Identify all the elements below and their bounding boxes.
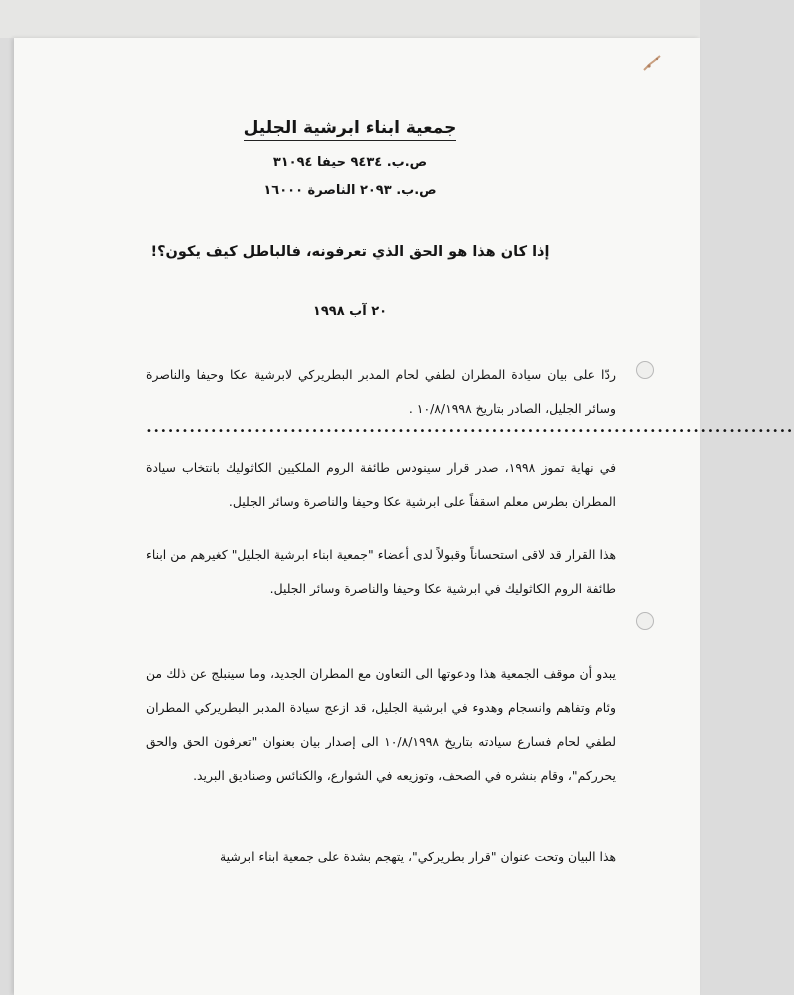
dotted-separator: •••••••••••••••••••••••••••••••••••••••••••••••••••••••••••••••••••••••••••••••••••••••••• (146, 426, 794, 437)
paragraph-administrator-statement: يبدو أن موقف الجمعية هذا ودعوتها الى التعاون مع المطران الجديد، وما سينبلج عن ذلك من وئام وتفاهم وانسجام وهدوء في ابرشية الجليل، قد ازعج سيادة المدبر البطريركي المطران لطفي لحام فسارع سيادته بتاريخ ١٠/٨/١٩٩٨ الى إصدار بيان بعنوان "تعرفون الحق والحق يحرركم"، وقام بنشره في الصحف، وتوزيعه في الشوارع، والكنائس وصناديق البريد. (146, 666, 616, 783)
document-date: ٢٠ آب ١٩٩٨ (312, 304, 388, 319)
paragraph-patriarchal-decision: هذا البيان وتحت عنوان "قرار بطريركي"، يتهجم بشدة على جمعية ابناء ابرشية (220, 849, 616, 864)
organization-title (150, 118, 550, 138)
paragraph-intro: ردّا على بيان سيادة المطران لطفي لحام المدبر البطريركي لابرشية عكا وحيفا والناصرة وسائر الجليل، الصادر بتاريخ ١٠/٨/١٩٩٨ . (146, 367, 616, 416)
document-headline: إذا كان هذا هو الحق الذي تعرفونه، فالباطل كيف يكون؟! (150, 244, 550, 260)
po-box-haifa: ص.ب. ٩٤٣٤ حيفا ٣١٠٩٤ (272, 155, 428, 170)
po-box-nazareth: ص.ب. ٢٠٩٣ الناصرة ١٦٠٠٠ (263, 183, 437, 198)
organization-name: جمعية ابناء ابرشية الجليل (244, 118, 457, 141)
paragraph-synod-decision: في نهاية تموز ١٩٩٨، صدر قرار سينودس طائفة الروم الملكيين الكاثوليك بانتخاب سيادة المطران بطرس معلم اسقفاً على ابرشية عكا وحيفا والناصرة وسائر الجليل. (146, 460, 616, 509)
paragraph-association-approval: هذا القرار قد لاقى استحساناً وقبولاً لدى أعضاء "جمعية ابناء ابرشية الجليل" كغيرهم من ابناء طائفة الروم الكاثوليك في ابرشية عكا وحيفا والناصرة وسائر الجليل. (146, 547, 616, 596)
